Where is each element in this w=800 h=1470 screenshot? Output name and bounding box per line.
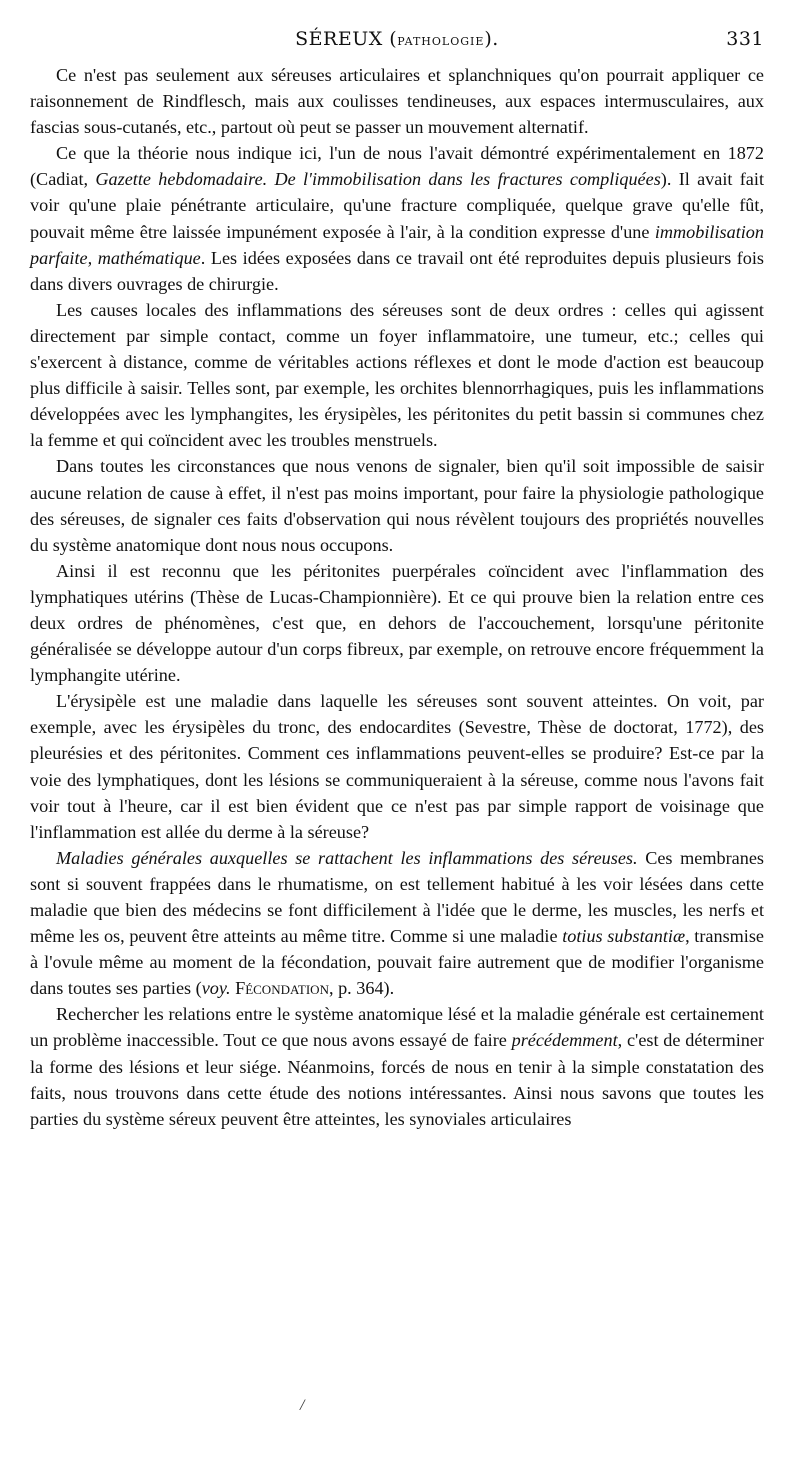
title-paren-close: ). <box>484 28 499 50</box>
paragraph <box>30 453 764 557</box>
text-segment: ). Il avait fait voir qu'une plaie pénétrante articulaire, qu'une fracture compliquée, quelque grave qu'elle fût, pouvait même être laissée impunément exposée à l'air, à la condition expresse d'une <box>30 169 764 242</box>
italic-text: immobilisation parfaite, mathématique <box>30 221 764 268</box>
paragraph <box>30 1001 764 1131</box>
body-text <box>30 62 764 1132</box>
italic-text: précédemment <box>511 1030 618 1051</box>
text-segment: Ces membranes sont si souvent frappées dans le rhumatisme, on est tellement habitué à les voir lésées dans cette maladie que bien des médecins se font difficilement à l'idée que le derme, les muscles, les nerfs et même les os, peuvent être atteints au même titre. Comme si une maladie <box>30 847 764 947</box>
paragraph <box>30 558 764 688</box>
text-segment: Ce que la théorie nous indique ici, l'un de nous l'avait démontré expérimentalement en 1872 (Cadiat, <box>30 143 764 190</box>
italic-text: totius substantiæ <box>562 926 686 947</box>
text-segment: L'érysipèle est une maladie dans laquelle les séreuses sont souvent atteintes. On voit, par exemple, avec les érysipèles du tronc, des endocardites (Sevestre, Thèse de doctorat, 1772), des pleurésies et des péritonites. Comment ces inflammations peuvent-elles se produire? Est-ce par la voie des lymphatiques, dont les lésions se communiqueraient à la séreuse, comme nous l'avons fait voir tout à l'heure, car il est bien évident que ce n'est pas par simple rapport de voisinage que l'inflammation est allée du derme à la séreuse? <box>30 691 764 842</box>
paragraph <box>30 140 764 297</box>
running-title <box>30 28 764 50</box>
title-paren-open: ( <box>389 28 398 50</box>
text-segment: , c'est de déterminer la forme des lésions et leur siége. Néanmoins, forcés de nous en tenir à la simple constatation des faits, nous trouvons dans cette étude des notions intéressantes. Ainsi nous savons que toutes les parties du système séreux peuvent être atteintes, les synoviales articulaires <box>30 1030 764 1129</box>
text-segment: Dans toutes les circonstances que nous venons de signaler, bien qu'il soit impossible de saisir aucune relation de cause à effet, il n'est pas moins important, pour faire la physiologie pathologique des séreuses, de signaler ces faits d'observation qui nous révèlent toujours des propriétés nouvelles du système anatomique dont nous nous occupons. <box>30 456 764 555</box>
text-segment: . Les idées exposées dans ce travail ont été reproduites depuis plusieurs fois dans divers ouvrages de chirurgie. <box>30 247 764 294</box>
paragraph <box>30 845 764 1002</box>
title-main: SÉREUX <box>295 28 383 50</box>
italic-text: Gazette hebdomadaire. De l'immobilisation dans les fractures compliquées <box>95 169 661 190</box>
italic-text: voy. <box>201 978 231 999</box>
text-segment: , transmise à l'ovule même au moment de la fécondation, pouvait faire autrement que de modifier l'organisme dans toutes ses parties ( <box>30 926 764 999</box>
italic-text: Maladies générales auxquelles se rattachent les inflammations des séreuses. <box>56 847 638 868</box>
page-number: 331 <box>726 28 764 50</box>
small-caps-text: Fécondation <box>235 978 329 999</box>
text-segment: Ce n'est pas seulement aux séreuses articulaires et splanchniques qu'on pourrait appliquer ce raisonnement de Rindflesch, mais aux coulisses tendineuses, aux espaces intermusculaires, aux fascias sous-cutanés, etc., partout où peut se passer un mouvement alternatif. <box>30 65 764 138</box>
text-segment: Les causes locales des inflammations des séreuses sont de deux ordres : celles qui agissent directement par simple contact, comme un foyer inflammatoire, une tumeur, etc.; celles qui s'exercent à distance, comme de véritables actions réflexes et dont le mode d'action est beaucoup plus difficile à saisir. Telles sont, par exemple, les orchites blennorrhagiques, puis les inflammations développées avec les lymphangites, les érysipèles, les péritonites du petit bassin si communes chez la femme et qui coïncident avec les troubles menstruels. <box>30 299 764 451</box>
text-segment: Rechercher les relations entre le système anatomique lésé et la maladie générale est certainement un problème inaccessible. Tout ce que nous avons essayé de faire <box>30 1004 764 1051</box>
paragraph <box>30 297 764 454</box>
text-segment: Ainsi il est reconnu que les péritonites puerpérales coïncident avec l'inflammation des lymphatiques utérins (Thèse de Lucas-Championnière). Et ce qui prouve bien la relation entre ces deux ordres de phénomènes, c'est que, en dehors de l'accouchement, lorsqu'une péritonite généralisée se développe autour d'un corps fibreux, par exemple, on retrouve encore fréquemment la lymphangite utérine. <box>30 560 764 686</box>
text-segment: , p. 364). <box>328 978 395 999</box>
footer-mark: / <box>300 1397 305 1414</box>
running-header <box>30 28 764 58</box>
title-sub: pathologie <box>397 31 485 49</box>
paragraph <box>30 62 764 140</box>
paragraph <box>30 688 764 845</box>
